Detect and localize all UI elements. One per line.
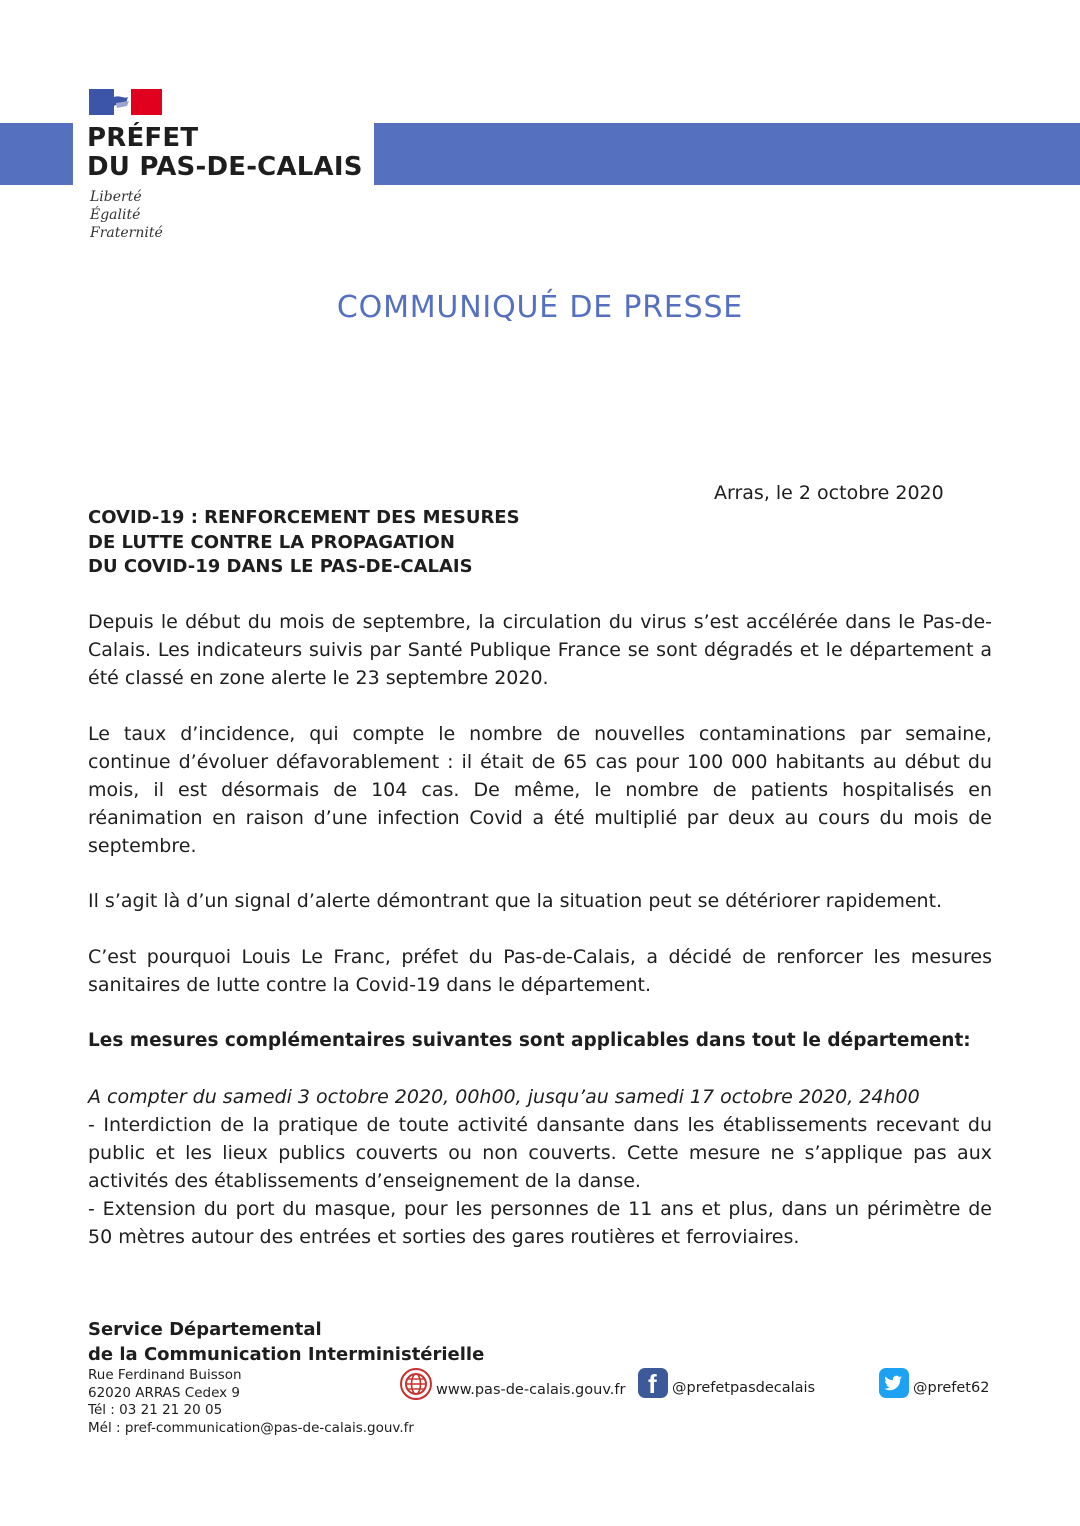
footer-service	[88, 1318, 484, 1367]
facebook-icon: f	[638, 1368, 668, 1398]
measures-heading: Les mesures complémentaires suivantes sont applicables dans tout le département:	[88, 1030, 971, 1051]
marianne-flag-logo	[89, 89, 162, 115]
twitter-icon	[879, 1368, 909, 1398]
footer-facebook-link[interactable]	[638, 1368, 815, 1398]
footer-phone: Tél : 03 21 21 20 05	[88, 1402, 223, 1418]
footer-facebook-label: @prefetpasdecalais	[672, 1380, 816, 1396]
prefecture-name-line2: DU PAS-DE-CALAIS	[87, 152, 363, 182]
motto-fraternite: Fraternité	[90, 225, 163, 241]
document-date: Arras, le 2 octobre 2020	[714, 482, 944, 504]
motto-liberte: Liberté	[90, 189, 142, 205]
prefecture-name-line1: PRÉFET	[87, 123, 199, 153]
header-band-left	[0, 123, 73, 185]
measures-period: A compter du samedi 3 octobre 2020, 00h00, jusqu’au samedi 17 octobre 2020, 24h00	[88, 1086, 920, 1108]
subject-line-1: COVID-19 : RENFORCEMENT DES MESURES	[88, 507, 520, 528]
paragraph-decision: C’est pourquoi Louis Le Franc, préfet du Pas-de-Calais, a décidé de renforcer les mesures sanitaires de lutte contre la Covid-19 dans le département.	[88, 946, 992, 996]
footer-contact	[88, 1367, 414, 1437]
footer-address-street: Rue Ferdinand Buisson	[88, 1367, 242, 1383]
prefecture-name	[87, 124, 377, 182]
document-title-text: COMMUNIQUÉ DE PRESSE	[336, 290, 744, 325]
footer-email: Mél : pref-communication@pas-de-calais.gouv.fr	[88, 1419, 414, 1436]
paragraph-incidence: Le taux d’incidence, qui compte le nombre de nouvelles contaminations par semaine, continue d’évoluer défavorablement : il était de 65 cas pour 100 000 habitants au début du mois, il est désormais de 104 cas. De même, le nombre de patients hospitalisés en réanimation en raison d’une infection Covid a été multiplié par deux au cours du mois de septembre.	[88, 723, 992, 857]
measure-mask-extension: - Extension du port du masque, pour les personnes de 11 ans et plus, dans un périmètre de 50 mètres autour des entrées et sorties des gares routières et ferroviaires.	[88, 1198, 992, 1248]
footer-service-line1: Service Départemental	[88, 1319, 322, 1340]
footer-website-link[interactable]	[400, 1368, 625, 1400]
measures-list	[88, 1083, 992, 1251]
globe-icon	[400, 1368, 432, 1400]
footer-twitter-link[interactable]	[879, 1368, 989, 1398]
paragraph-alert: Il s’agit là d’un signal d’alerte démontrant que la situation peut se détériorer rapidement.	[88, 890, 943, 912]
measure-dance-ban: - Interdiction de la pratique de toute activité dansante dans les établissements recevant du public et les lieux publics couverts ou non couverts. Cette mesure ne s’applique pas aux activités des établissements d’enseignement de la danse.	[88, 1114, 992, 1192]
subject-line-2: DE LUTTE CONTRE LA PROPAGATION	[88, 531, 455, 553]
document-title	[0, 290, 1080, 325]
republic-motto	[90, 188, 163, 242]
motto-egalite: Égalité	[90, 207, 141, 223]
footer-twitter-label: @prefet62	[913, 1380, 990, 1396]
subject-line-3: DU COVID-19 DANS LE PAS-DE-CALAIS	[88, 556, 473, 577]
paragraph-context: Depuis le début du mois de septembre, la circulation du virus s’est accélérée dans le Pas-de-Calais. Les indicateurs suivis par Santé Publique France se sont dégradés et le département a été classé en zone alerte le 23 septembre 2020.	[88, 611, 992, 689]
footer-service-line2: de la Communication Interministérielle	[88, 1343, 485, 1365]
footer-address-city: 62020 ARRAS Cedex 9	[88, 1384, 241, 1401]
footer-website-label: www.pas-de-calais.gouv.fr	[436, 1382, 626, 1398]
header-band-right	[374, 123, 1080, 185]
subject-heading	[88, 506, 520, 580]
